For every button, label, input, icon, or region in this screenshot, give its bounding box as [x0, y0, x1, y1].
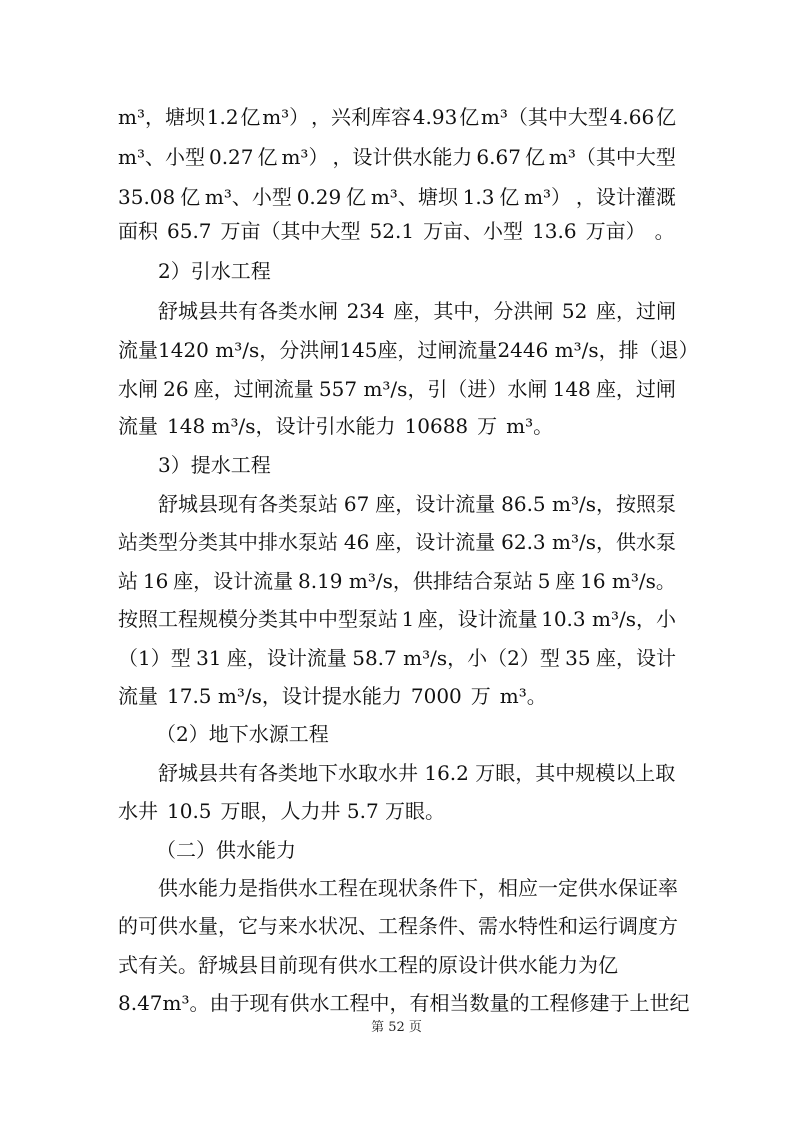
text-segment: 舒城县共有各类水闸 [158, 299, 338, 323]
text-line [118, 406, 676, 446]
text-line [118, 599, 676, 639]
text-segment: m³） [281, 145, 329, 169]
section-heading [158, 445, 676, 485]
text-segment: 供水能力是指供水工程在现状条件下，相应一定供水保证率 [158, 876, 678, 900]
text-segment: m³、小型 [118, 145, 205, 169]
page-number: 第 52 页 [371, 1020, 422, 1035]
text-line [118, 983, 690, 1023]
text-segment: 52 [561, 299, 588, 323]
text-segment: 座，设计流量 [417, 607, 538, 631]
text-segment: m³） [524, 185, 572, 209]
text-segment: 流量 [118, 338, 158, 362]
text-segment: 万 [477, 414, 498, 438]
text-segment: 座，过闸流量 [377, 338, 498, 362]
text-line [118, 330, 699, 370]
text-segment: 流量 [118, 414, 158, 438]
heading-text: 3）提水工程 [158, 453, 271, 477]
text-segment: 座，设计流量 [173, 569, 294, 593]
heading-text: 2）引水工程 [158, 259, 271, 283]
text-line [118, 906, 676, 946]
text-line [158, 484, 676, 524]
text-segment: 座，设计流量 [226, 646, 347, 670]
text-segment: 座，设计流量 [375, 530, 496, 554]
text-line [118, 522, 676, 562]
text-segment: （1）型 [118, 646, 191, 670]
text-segment: 站类型分类其中排水泵站 [118, 530, 338, 554]
text-segment: 舒城县现有各类泵站 [158, 492, 338, 516]
text-line [158, 291, 676, 331]
text-segment: 座，过闸 [595, 299, 676, 323]
text-segment: 16 [142, 569, 169, 593]
text-segment: 17.5 m³/s，设计提水能力 [167, 684, 402, 708]
text-segment: 式有关。舒城县目前现有供水工程的原设计供水能力为亿 [118, 953, 618, 977]
text-segment: ，设计灌溉 [575, 185, 676, 209]
text-segment: 26 [163, 377, 189, 401]
text-segment: 按照工程规模分类其中中型泵站 [118, 607, 398, 631]
text-segment: m³（其中大型 [548, 145, 676, 169]
text-segment: 万亩（其中大型 [220, 219, 361, 243]
text-segment: 座，设计流量 [375, 492, 496, 516]
section-heading [158, 251, 676, 291]
text-segment: 亿 [459, 105, 480, 129]
text-segment: 35.08 [118, 185, 176, 209]
text-segment: 万亩） [585, 219, 646, 243]
text-segment: 万亩、小型 [423, 219, 524, 243]
text-line [118, 211, 676, 251]
text-segment: 8.19 m³/s，供排结合泵站 [297, 569, 533, 593]
text-segment: 亿 [180, 185, 201, 209]
text-segment: 2446 m³/s，排（退） [497, 338, 699, 362]
text-line [118, 676, 676, 716]
text-segment: 亿 [257, 145, 278, 169]
text-segment: 1420 m³/s，分洪闸 [158, 338, 340, 362]
text-segment: 舒城县共有各类地下水取水井 16.2 万眼，其中规模以上取 [158, 761, 676, 785]
text-segment: 13.6 [532, 219, 577, 243]
text-segment: 62.3 m³/s，供水泵 [501, 530, 676, 554]
text-segment: ，设计供水能力 [332, 145, 473, 169]
text-segment: 座，过闸流量 [193, 377, 314, 401]
text-line [118, 638, 676, 678]
text-segment: 面积 [118, 219, 158, 243]
text-line [118, 791, 676, 831]
text-segment: 145 [339, 338, 378, 362]
text-line [158, 753, 676, 793]
text-segment: 86.5 m³/s，按照泵 [501, 492, 676, 516]
text-line [118, 945, 676, 985]
text-segment: 4.66 [609, 105, 655, 129]
text-segment: 水井 [118, 799, 158, 823]
text-segment: 万 [470, 684, 491, 708]
text-segment: 7000 [410, 684, 462, 708]
text-segment: ，兴利库容 [310, 105, 411, 129]
text-segment: 1.2 [206, 105, 239, 129]
text-segment: 5 [537, 569, 551, 593]
text-segment: 亿 [656, 105, 676, 129]
text-segment: 35 [565, 646, 591, 670]
text-segment: 1 [401, 607, 415, 631]
text-segment: m³。 [506, 414, 554, 438]
text-segment: 6.67 [476, 145, 521, 169]
text-segment: 52.1 [369, 219, 415, 243]
text-segment: 234 [346, 299, 385, 323]
text-segment: m³、小型 [204, 185, 292, 209]
text-line [158, 868, 676, 908]
text-segment: 4.93 [412, 105, 458, 129]
text-segment: m³（其中大型 [480, 105, 608, 129]
text-segment: 8.47m³。由于现有供水工程中，有相当数量的工程修建于上世纪 [118, 991, 690, 1015]
text-segment: m³、塘坝 [370, 185, 458, 209]
text-segment: 46 [343, 530, 370, 554]
text-segment: 座，过闸 [595, 377, 676, 401]
text-segment: 亿 [240, 105, 261, 129]
text-segment: 0.27 [208, 145, 254, 169]
text-segment: m³，塘坝 [118, 105, 205, 129]
text-segment: 座，设计 [595, 646, 676, 670]
text-segment: 10.5 [167, 799, 212, 823]
text-segment: m³。 [499, 684, 547, 708]
text-segment: 16 m³/s。 [580, 569, 676, 593]
text-segment: 0.29 [296, 185, 342, 209]
text-segment: 67 [343, 492, 370, 516]
text-segment: 水闸 [118, 377, 158, 401]
text-segment: 。 [654, 219, 675, 243]
section-heading [156, 830, 676, 870]
text-segment: 站 [118, 569, 138, 593]
text-line [118, 561, 676, 601]
text-segment: 亿 [499, 185, 520, 209]
text-segment: 10688 [404, 414, 469, 438]
text-segment: 的可供水量，它与来水状况、工程条件、需水特性和运行调度方 [118, 914, 678, 938]
text-segment: 65.7 [167, 219, 212, 243]
text-segment: 万眼，人力井 5.7 万眼。 [220, 799, 446, 823]
section-heading [156, 714, 676, 754]
text-line [118, 369, 676, 409]
text-segment: 1.3 [462, 185, 495, 209]
heading-text: （二）供水能力 [156, 838, 296, 862]
text-segment: 148 [552, 377, 591, 401]
heading-text: （2）地下水源工程 [156, 722, 329, 746]
text-segment: 座，其中，分洪闸 [393, 299, 554, 323]
text-segment: 流量 [118, 684, 158, 708]
text-segment: 58.7 m³/s，小（2）型 [352, 646, 560, 670]
text-segment: m³） [262, 105, 310, 129]
text-segment: 148 m³/s，设计引水能力 [167, 414, 396, 438]
text-segment: 10.3 m³/s，小 [541, 607, 676, 631]
text-segment: 座 [555, 569, 576, 593]
text-line [118, 97, 676, 137]
text-segment: 557 m³/s，引（进）水闸 [318, 377, 548, 401]
text-segment: 亿 [524, 145, 545, 169]
text-line [118, 137, 676, 177]
text-segment: 31 [196, 646, 222, 670]
text-segment: 亿 [346, 185, 367, 209]
